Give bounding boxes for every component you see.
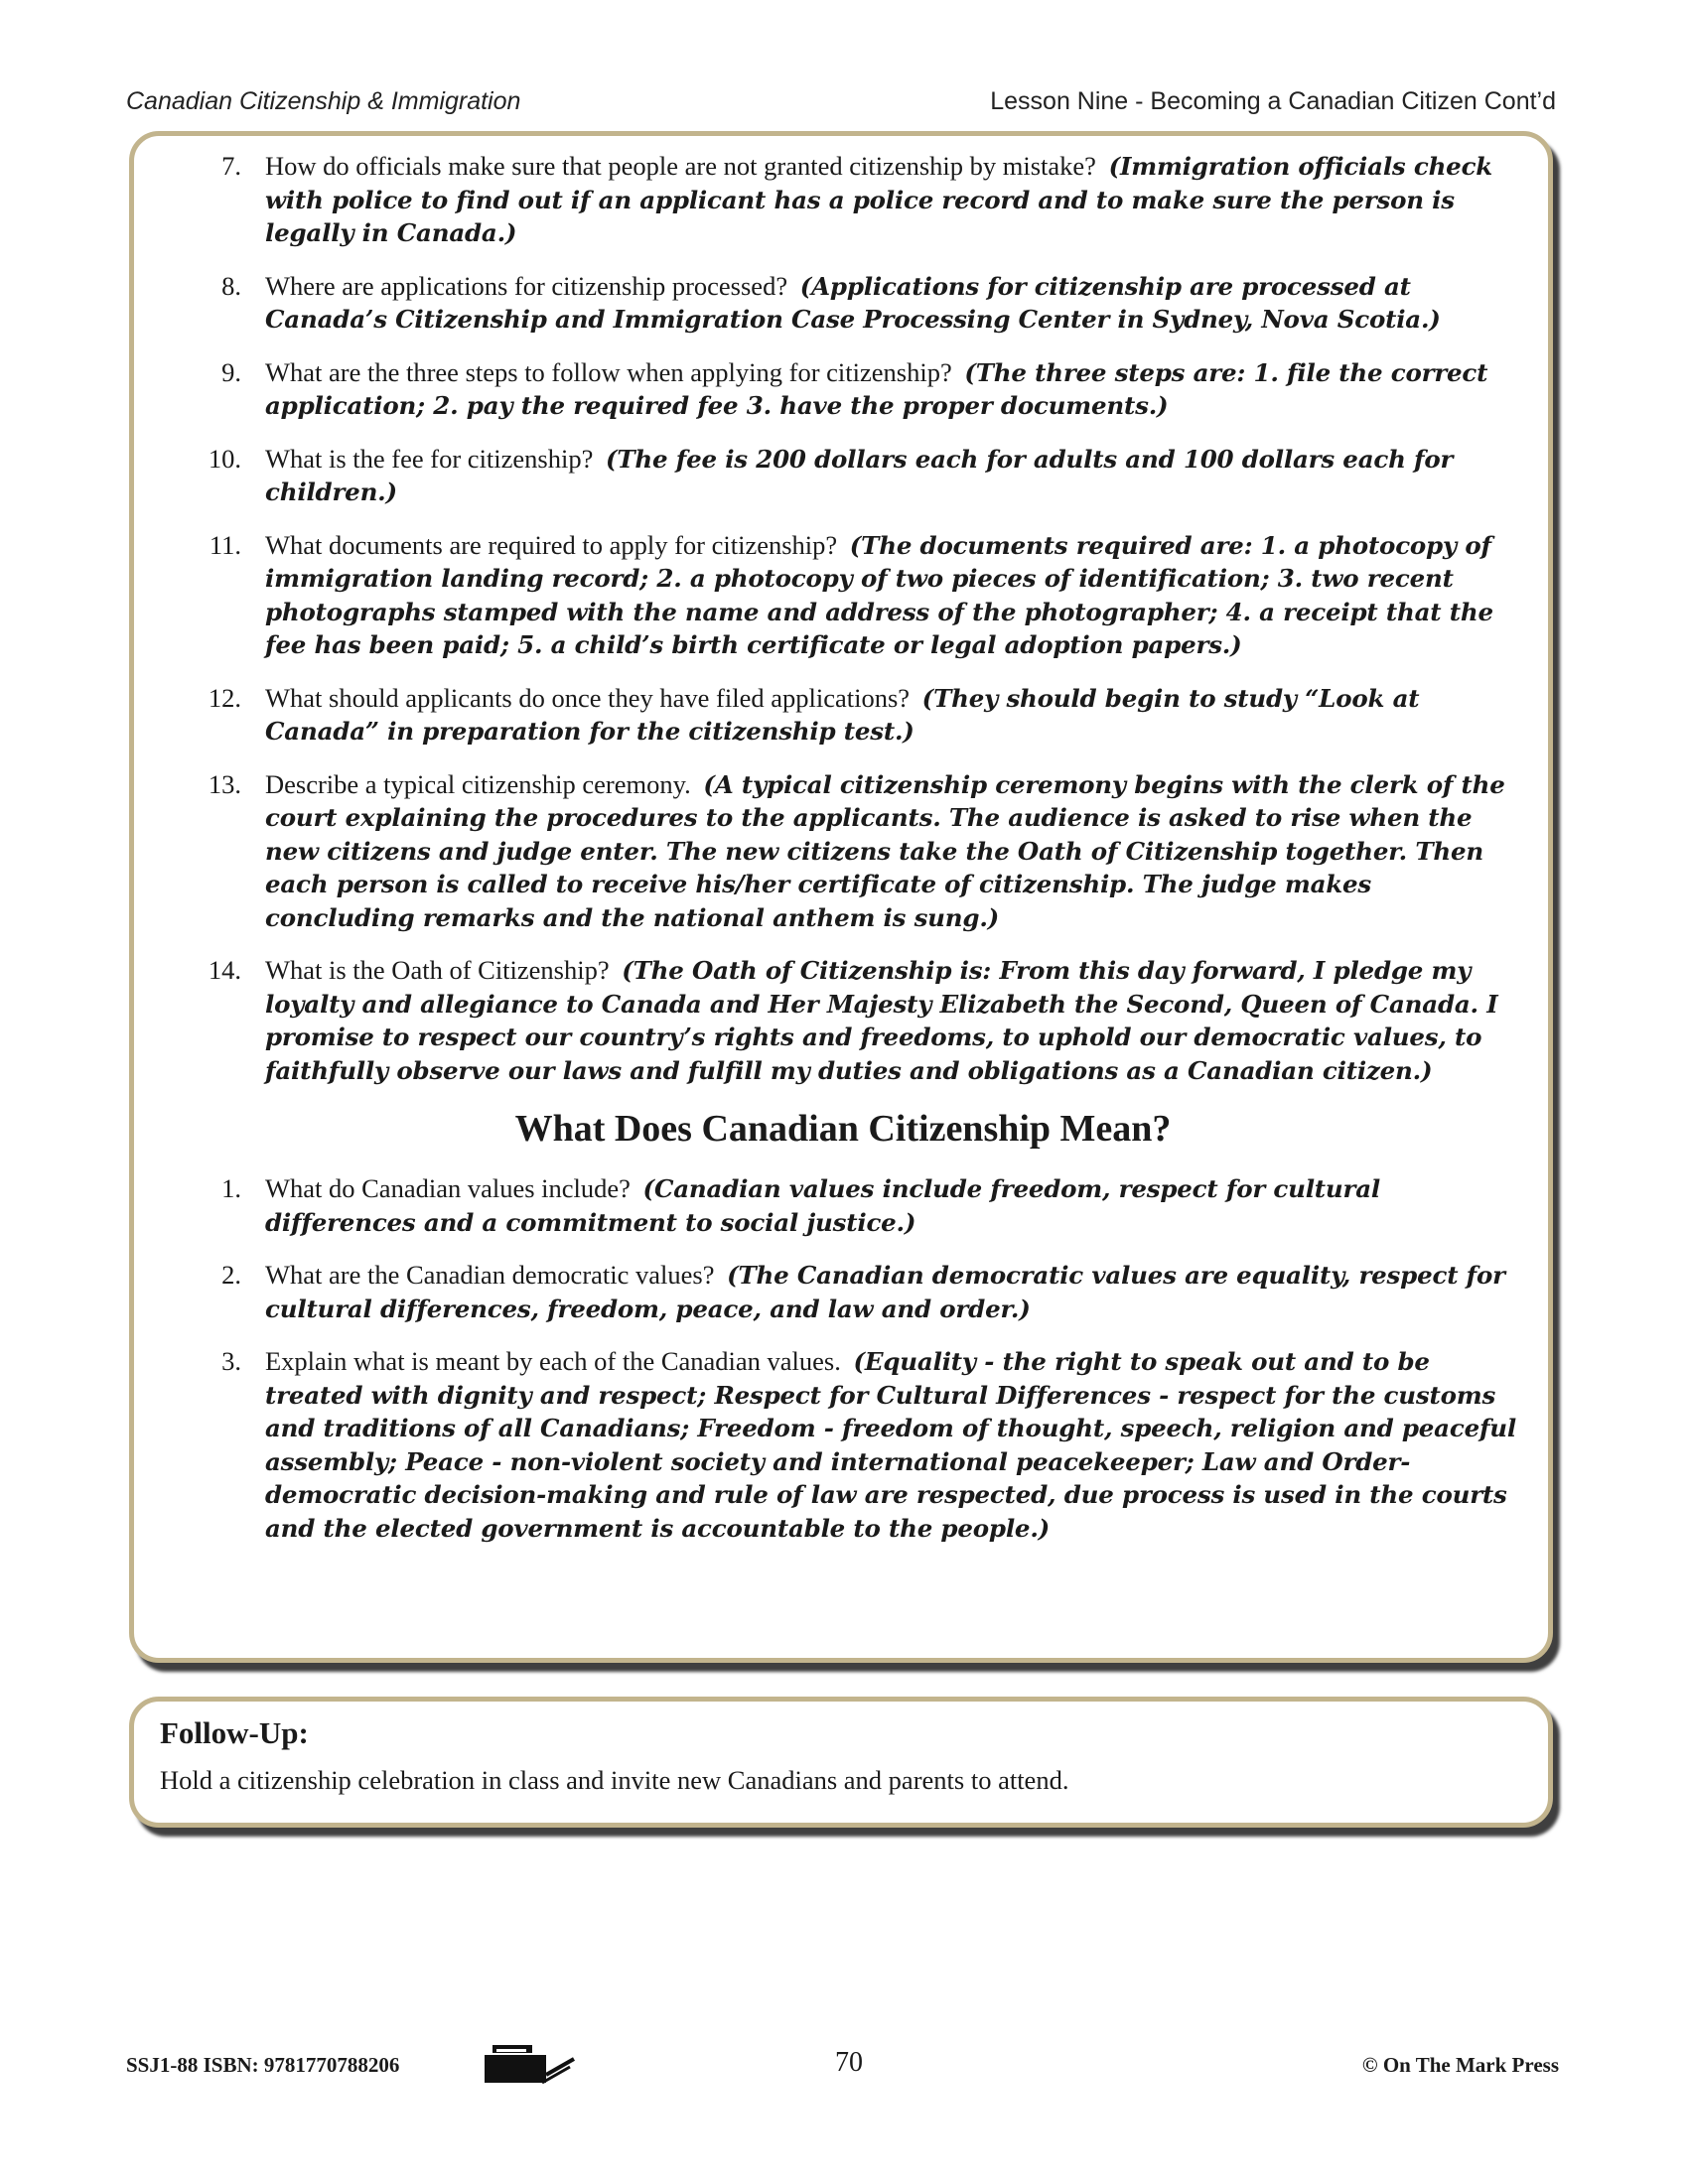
question-text: What are the Canadian democratic values? <box>265 1260 715 1290</box>
answer-key-box <box>129 131 1553 1663</box>
question-list-becoming-citizen <box>166 150 1520 1087</box>
question-text: What is the fee for citizenship? <box>265 443 594 474</box>
answer-text: (The Oath of Citizenship is: From this day forward, I pledge my loyalty and allegiance to Canada and Her Majesty Elizabeth the Second, Queen of Canada. I promise to respect our country’s rights and freedoms, to uphold our democratic values, to faithfully observe our laws and fulfill my duties and obligations as a Canadian citizen.) <box>265 956 1498 1085</box>
header-title-right: Lesson Nine - Becoming a Canadian Citizen Cont’d <box>990 87 1556 115</box>
question-text: What is the Oath of Citizenship? <box>265 955 610 985</box>
question-text: What should applicants do once they have filed applications? <box>265 682 911 713</box>
question-item <box>166 1259 1520 1325</box>
on-the-mark-press-logo-icon <box>483 2041 578 2087</box>
question-item <box>166 529 1520 662</box>
question-text: How do officials make sure that people are not granted citizenship by mistake? <box>265 151 1096 181</box>
question-item <box>166 1345 1520 1545</box>
header-title-left: Canadian Citizenship & Immigration <box>126 87 521 115</box>
question-number: 9. <box>221 356 241 387</box>
answer-text: (The fee is 200 dollars each for adults and 100 dollars each for children.) <box>265 444 1454 506</box>
question-item <box>166 356 1520 423</box>
footer-copyright: © On The Mark Press <box>1361 2053 1559 2077</box>
question-item <box>166 768 1520 935</box>
question-item <box>166 682 1520 749</box>
follow-up-title: Follow-Up: <box>160 1715 309 1750</box>
question-number: 7. <box>221 151 241 181</box>
question-number: 1. <box>221 1173 241 1203</box>
section-title: What Does Canadian Citizenship Mean? <box>514 1108 1172 1150</box>
answer-text: (The documents required are: 1. a photocopy of immigration landing record; 2. a photocopy of two pieces of identification; 3. two recent photographs stamped with the name and address of the photographer; 4. a receipt that the fee has been paid; 5. a child’s birth certificate or legal adoption papers.) <box>265 530 1493 659</box>
question-list-citizenship-meaning <box>166 1172 1520 1545</box>
follow-up-text: Hold a citizenship celebration in class and invite new Canadians and parents to attend. <box>160 1765 1069 1795</box>
question-number: 11. <box>209 529 241 560</box>
answer-text: (Immigration officials check with police to find out if an applicant has a police record and to make sure the person is legally in Canada.) <box>265 152 1493 247</box>
question-item <box>166 954 1520 1087</box>
question-text: What do Canadian values include? <box>265 1173 631 1203</box>
answer-text: (Equality - the right to speak out and to be treated with dignity and respect; Respect for Cultural Differences - respect for the customs and traditions of all Canadians; Freedom - freedom of thought, speech, religion and peaceful assembly; Peace - non-violent society and international peacekeeper; Law and Order-democratic decision-making and rule of law are respected, due process is used in the courts and the elected government is accountable to the people.) <box>265 1347 1517 1543</box>
answer-text: (They should begin to study “Look at Canada” in preparation for the citizenship test.) <box>265 683 1420 746</box>
question-item <box>166 270 1520 337</box>
question-text: Explain what is meant by each of the Canadian values. <box>265 1346 841 1376</box>
question-number: 13. <box>208 768 241 799</box>
question-item <box>166 1172 1520 1239</box>
question-item <box>166 443 1520 509</box>
question-item <box>166 150 1520 250</box>
question-text: What are the three steps to follow when applying for citizenship? <box>265 356 952 387</box>
question-number: 10. <box>208 443 241 474</box>
answer-text: (The Canadian democratic values are equality, respect for cultural differences, freedom, peace, and law and order.) <box>265 1261 1505 1323</box>
answer-text: (A typical citizenship ceremony begins with the clerk of the court explaining the procedures to the applicants. The audience is asked to rise when the new citizens and judge enter. The new citizens take the Oath of Citizenship together. Then each person is called to receive his/her certificate of citizenship. The judge makes concluding remarks and the national anthem is sung.) <box>265 769 1505 932</box>
question-number: 8. <box>221 270 241 301</box>
question-number: 12. <box>208 682 241 713</box>
question-number: 14. <box>208 955 241 985</box>
follow-up-box <box>129 1697 1553 1828</box>
question-number: 2. <box>221 1260 241 1290</box>
question-text: Where are applications for citizenship processed? <box>265 270 788 301</box>
answer-text: (Canadian values include freedom, respect for cultural differences and a commitment to social justice.) <box>265 1174 1381 1237</box>
answer-text: (Applications for citizenship are processed at Canada’s Citizenship and Immigration Case Processing Center in Sydney, Nova Scotia.) <box>265 271 1441 334</box>
question-text: What documents are required to apply for citizenship? <box>265 529 838 560</box>
footer-isbn: SSJ1-88 ISBN: 9781770788206 <box>126 2053 400 2077</box>
answer-text: (The three steps are: 1. file the correct application; 2. pay the required fee 3. have the proper documents.) <box>265 357 1488 420</box>
question-number: 3. <box>221 1346 241 1376</box>
question-text: Describe a typical citizenship ceremony. <box>265 768 691 799</box>
page-number: 70 <box>835 2047 863 2078</box>
